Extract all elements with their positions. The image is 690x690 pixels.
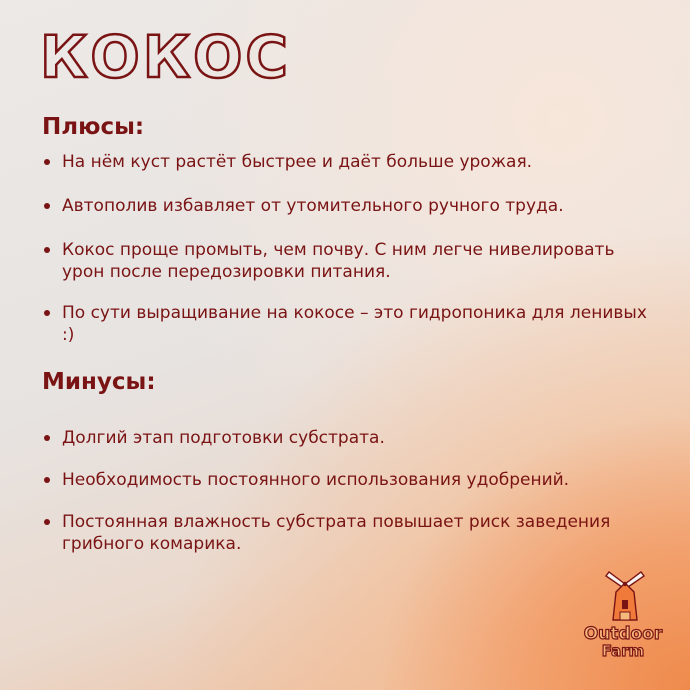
pros-heading: Плюсы: — [42, 114, 145, 140]
logo-text-line2: Farm — [601, 642, 645, 660]
page-title: КОКОС — [40, 23, 291, 91]
list-item: На нём куст растёт быстрее и даёт больше урожая. — [42, 151, 652, 173]
list-item: Кокос проще промыть, чем почву. С ним легче нивелировать урон после передозировки питания. — [42, 239, 652, 283]
pros-list — [42, 151, 652, 346]
logo-text-line1: Outdoor — [583, 624, 663, 644]
list-item: Долгий этап подготовки субстрата. — [42, 427, 652, 449]
list-item: Постоянная влажность субстрата повышает риск заведения грибного комарика. — [42, 511, 652, 555]
cons-list — [42, 427, 652, 555]
cons-heading: Минусы: — [42, 369, 156, 395]
list-item: Необходимость постоянного использования удобрений. — [42, 469, 652, 491]
brand-logo — [573, 570, 673, 665]
windmill-icon — [603, 570, 647, 622]
list-item: Автополив избавляет от утомительного ручного труда. — [42, 195, 652, 217]
list-item: По сути выращивание на кокосе – это гидропоника для ленивых :) — [42, 302, 652, 346]
